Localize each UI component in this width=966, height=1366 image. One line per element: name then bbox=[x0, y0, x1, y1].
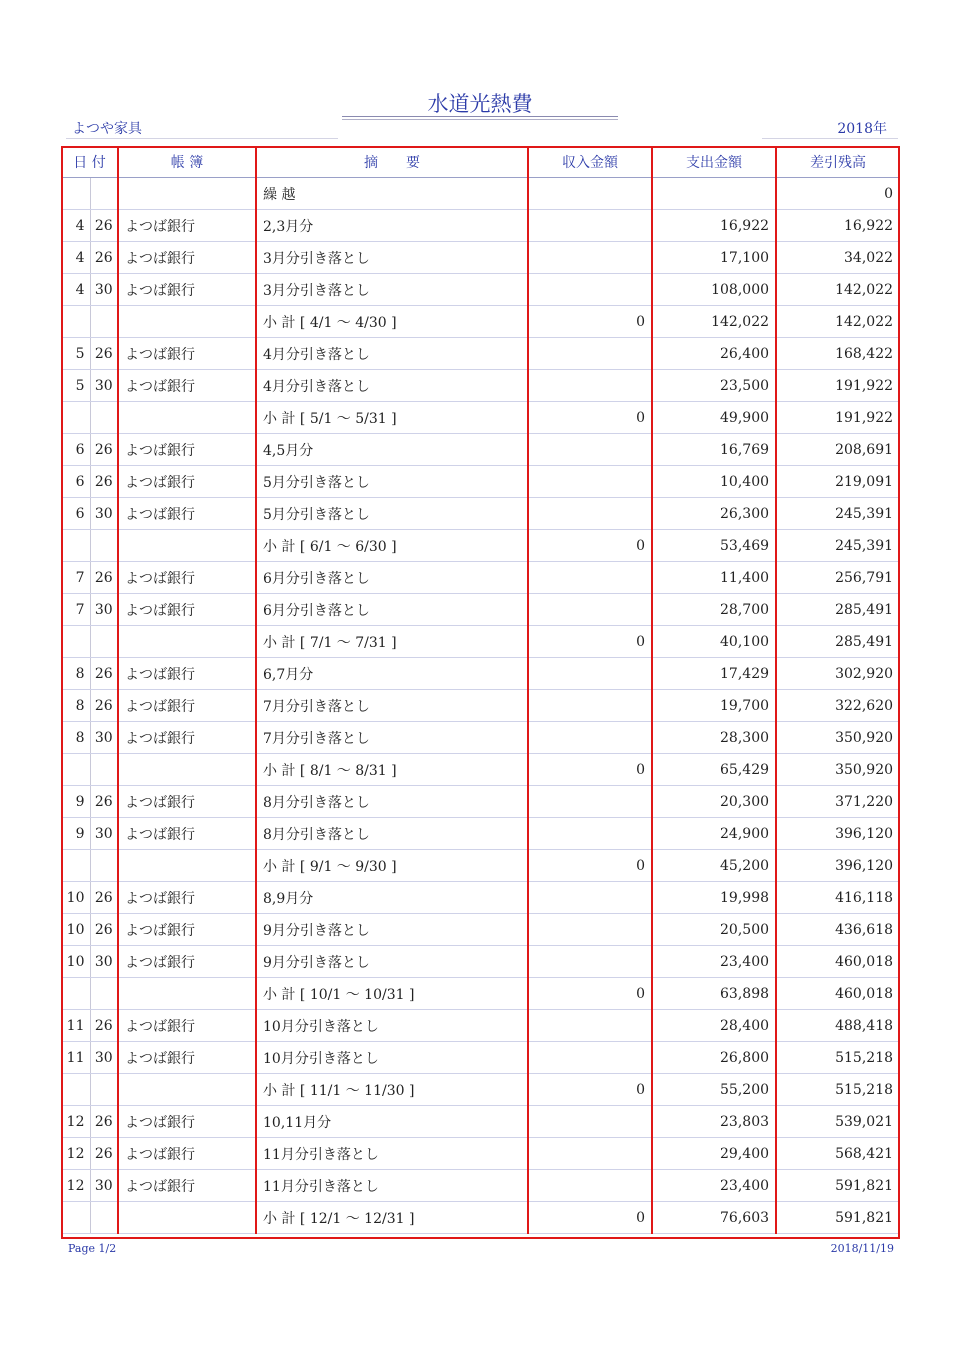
table-row bbox=[62, 946, 899, 978]
cell-summary: 小 計 [ 11/1 ～ 11/30 ] bbox=[256, 1074, 528, 1106]
table-row bbox=[62, 370, 899, 402]
table-row bbox=[62, 402, 899, 434]
cell-income bbox=[528, 594, 652, 626]
cell-balance: 515,218 bbox=[776, 1042, 899, 1074]
cell-summary: 5月分引き落とし bbox=[256, 466, 528, 498]
cell-month: 10 bbox=[62, 946, 90, 978]
cell-book: よつば銀行 bbox=[118, 722, 256, 754]
cell-month: 12 bbox=[62, 1106, 90, 1138]
cell-book: よつば銀行 bbox=[118, 562, 256, 594]
col-header-date: 日 付 bbox=[62, 147, 118, 178]
cell-book: よつば銀行 bbox=[118, 498, 256, 530]
cell-book: よつば銀行 bbox=[118, 242, 256, 274]
cell-month: 5 bbox=[62, 370, 90, 402]
cell-expense bbox=[652, 178, 776, 210]
cell-month: 12 bbox=[62, 1138, 90, 1170]
cell-month: 6 bbox=[62, 498, 90, 530]
cell-income bbox=[528, 818, 652, 850]
table-row bbox=[62, 594, 899, 626]
cell-summary: 9月分引き落とし bbox=[256, 914, 528, 946]
cell-month: 8 bbox=[62, 690, 90, 722]
cell-day bbox=[90, 178, 118, 210]
cell-expense: 76,603 bbox=[652, 1202, 776, 1234]
cell-balance: 460,018 bbox=[776, 978, 899, 1010]
cell-summary: 11月分引き落とし bbox=[256, 1170, 528, 1202]
cell-summary: 小 計 [ 7/1 ～ 7/31 ] bbox=[256, 626, 528, 658]
cell-month: 6 bbox=[62, 434, 90, 466]
cell-book: よつば銀行 bbox=[118, 690, 256, 722]
cell-summary: 4月分引き落とし bbox=[256, 338, 528, 370]
cell-book bbox=[118, 978, 256, 1010]
table-row bbox=[62, 850, 899, 882]
cell-month bbox=[62, 754, 90, 786]
cell-month: 5 bbox=[62, 338, 90, 370]
cell-book: よつば銀行 bbox=[118, 786, 256, 818]
cell-summary: 8,9月分 bbox=[256, 882, 528, 914]
cell-expense: 65,429 bbox=[652, 754, 776, 786]
cell-book: よつば銀行 bbox=[118, 594, 256, 626]
cell-book bbox=[118, 402, 256, 434]
table-row bbox=[62, 690, 899, 722]
cell-income: 0 bbox=[528, 850, 652, 882]
cell-balance: 0 bbox=[776, 178, 899, 210]
cell-month: 9 bbox=[62, 786, 90, 818]
cell-book: よつば銀行 bbox=[118, 210, 256, 242]
cell-summary: 7月分引き落とし bbox=[256, 690, 528, 722]
cell-day: 26 bbox=[90, 1010, 118, 1042]
table-row bbox=[62, 242, 899, 274]
cell-book: よつば銀行 bbox=[118, 1106, 256, 1138]
cell-summary: 2,3月分 bbox=[256, 210, 528, 242]
cell-month: 7 bbox=[62, 594, 90, 626]
table-row bbox=[62, 178, 899, 210]
table-row bbox=[62, 434, 899, 466]
cell-summary: 10,11月分 bbox=[256, 1106, 528, 1138]
cell-day bbox=[90, 402, 118, 434]
cell-summary: 繰 越 bbox=[256, 178, 528, 210]
cell-summary: 4,5月分 bbox=[256, 434, 528, 466]
cell-summary: 3月分引き落とし bbox=[256, 242, 528, 274]
cell-expense: 20,500 bbox=[652, 914, 776, 946]
cell-day: 30 bbox=[90, 594, 118, 626]
table-row bbox=[62, 466, 899, 498]
cell-month: 9 bbox=[62, 818, 90, 850]
title-underline-secondary bbox=[342, 119, 618, 120]
cell-month bbox=[62, 306, 90, 338]
table-row bbox=[62, 818, 899, 850]
cell-income: 0 bbox=[528, 530, 652, 562]
cell-summary: 小 計 [ 12/1 ～ 12/31 ] bbox=[256, 1202, 528, 1234]
cell-day: 30 bbox=[90, 1042, 118, 1074]
cell-income bbox=[528, 498, 652, 530]
table-row bbox=[62, 1042, 899, 1074]
page-title: 水道光熱費 bbox=[427, 92, 533, 116]
cell-day bbox=[90, 626, 118, 658]
cell-balance: 396,120 bbox=[776, 850, 899, 882]
cell-month: 11 bbox=[62, 1042, 90, 1074]
cell-book bbox=[118, 530, 256, 562]
table-row bbox=[62, 210, 899, 242]
ledger-table bbox=[62, 147, 899, 1234]
cell-income bbox=[528, 370, 652, 402]
cell-month: 11 bbox=[62, 1010, 90, 1042]
table-row bbox=[62, 978, 899, 1010]
cell-book: よつば銀行 bbox=[118, 338, 256, 370]
cell-expense: 20,300 bbox=[652, 786, 776, 818]
cell-income bbox=[528, 562, 652, 594]
cell-expense: 17,100 bbox=[652, 242, 776, 274]
cell-balance: 416,118 bbox=[776, 882, 899, 914]
cell-book: よつば銀行 bbox=[118, 914, 256, 946]
cell-summary: 10月分引き落とし bbox=[256, 1042, 528, 1074]
company-underline bbox=[66, 138, 338, 139]
cell-book: よつば銀行 bbox=[118, 882, 256, 914]
cell-book bbox=[118, 178, 256, 210]
table-row bbox=[62, 914, 899, 946]
cell-expense: 23,400 bbox=[652, 946, 776, 978]
cell-month bbox=[62, 1202, 90, 1234]
cell-income bbox=[528, 786, 652, 818]
cell-expense: 16,769 bbox=[652, 434, 776, 466]
cell-summary: 7月分引き落とし bbox=[256, 722, 528, 754]
cell-expense: 55,200 bbox=[652, 1074, 776, 1106]
cell-balance: 245,391 bbox=[776, 498, 899, 530]
cell-book: よつば銀行 bbox=[118, 1170, 256, 1202]
cell-day: 30 bbox=[90, 370, 118, 402]
cell-income bbox=[528, 1138, 652, 1170]
cell-expense: 26,400 bbox=[652, 338, 776, 370]
cell-day: 26 bbox=[90, 434, 118, 466]
cell-expense: 23,803 bbox=[652, 1106, 776, 1138]
cell-summary: 11月分引き落とし bbox=[256, 1138, 528, 1170]
cell-expense: 28,400 bbox=[652, 1010, 776, 1042]
cell-summary: 8月分引き落とし bbox=[256, 818, 528, 850]
cell-summary: 小 計 [ 6/1 ～ 6/30 ] bbox=[256, 530, 528, 562]
cell-month: 12 bbox=[62, 1170, 90, 1202]
cell-summary: 小 計 [ 5/1 ～ 5/31 ] bbox=[256, 402, 528, 434]
cell-balance: 350,920 bbox=[776, 754, 899, 786]
cell-month bbox=[62, 530, 90, 562]
cell-summary: 小 計 [ 4/1 ～ 4/30 ] bbox=[256, 306, 528, 338]
cell-month bbox=[62, 1074, 90, 1106]
cell-expense: 49,900 bbox=[652, 402, 776, 434]
cell-balance: 539,021 bbox=[776, 1106, 899, 1138]
cell-expense: 19,998 bbox=[652, 882, 776, 914]
cell-income: 0 bbox=[528, 1074, 652, 1106]
col-header-income: 収入金額 bbox=[528, 147, 652, 178]
table-row bbox=[62, 1170, 899, 1202]
cell-month bbox=[62, 850, 90, 882]
table-row bbox=[62, 274, 899, 306]
cell-balance: 350,920 bbox=[776, 722, 899, 754]
cell-summary: 10月分引き落とし bbox=[256, 1010, 528, 1042]
cell-income: 0 bbox=[528, 1202, 652, 1234]
cell-month: 8 bbox=[62, 722, 90, 754]
cell-expense: 23,500 bbox=[652, 370, 776, 402]
table-row bbox=[62, 498, 899, 530]
cell-income bbox=[528, 1010, 652, 1042]
cell-book: よつば銀行 bbox=[118, 1138, 256, 1170]
table-row bbox=[62, 1074, 899, 1106]
cell-day: 26 bbox=[90, 882, 118, 914]
cell-balance: 191,922 bbox=[776, 402, 899, 434]
cell-summary: 小 計 [ 10/1 ～ 10/31 ] bbox=[256, 978, 528, 1010]
cell-day bbox=[90, 1202, 118, 1234]
header-row bbox=[62, 147, 899, 178]
cell-expense: 108,000 bbox=[652, 274, 776, 306]
cell-book: よつば銀行 bbox=[118, 1042, 256, 1074]
cell-month: 8 bbox=[62, 658, 90, 690]
cell-book bbox=[118, 754, 256, 786]
table-row bbox=[62, 1010, 899, 1042]
cell-day: 26 bbox=[90, 658, 118, 690]
cell-book bbox=[118, 306, 256, 338]
cell-day: 30 bbox=[90, 498, 118, 530]
cell-expense: 40,100 bbox=[652, 626, 776, 658]
cell-income bbox=[528, 946, 652, 978]
cell-month bbox=[62, 978, 90, 1010]
table-row bbox=[62, 722, 899, 754]
cell-income bbox=[528, 1170, 652, 1202]
col-header-summary: 摘 要 bbox=[256, 147, 528, 178]
title-underline bbox=[342, 116, 618, 117]
cell-balance: 322,620 bbox=[776, 690, 899, 722]
cell-expense: 28,300 bbox=[652, 722, 776, 754]
cell-expense: 11,400 bbox=[652, 562, 776, 594]
cell-book: よつば銀行 bbox=[118, 370, 256, 402]
cell-day bbox=[90, 530, 118, 562]
cell-day bbox=[90, 978, 118, 1010]
table-row bbox=[62, 882, 899, 914]
cell-summary: 4月分引き落とし bbox=[256, 370, 528, 402]
cell-month: 4 bbox=[62, 210, 90, 242]
ledger-body bbox=[62, 178, 899, 1234]
cell-balance: 285,491 bbox=[776, 626, 899, 658]
cell-month: 4 bbox=[62, 242, 90, 274]
cell-balance: 16,922 bbox=[776, 210, 899, 242]
cell-income bbox=[528, 210, 652, 242]
cell-balance: 460,018 bbox=[776, 946, 899, 978]
cell-income: 0 bbox=[528, 306, 652, 338]
table-row bbox=[62, 1138, 899, 1170]
cell-summary: 6月分引き落とし bbox=[256, 562, 528, 594]
cell-income bbox=[528, 1042, 652, 1074]
table-row bbox=[62, 306, 899, 338]
cell-day: 30 bbox=[90, 818, 118, 850]
cell-summary: 5月分引き落とし bbox=[256, 498, 528, 530]
cell-income bbox=[528, 338, 652, 370]
cell-book bbox=[118, 850, 256, 882]
cell-income bbox=[528, 274, 652, 306]
cell-day: 30 bbox=[90, 1170, 118, 1202]
cell-book: よつば銀行 bbox=[118, 466, 256, 498]
cell-book: よつば銀行 bbox=[118, 434, 256, 466]
cell-expense: 26,300 bbox=[652, 498, 776, 530]
cell-day: 26 bbox=[90, 690, 118, 722]
cell-balance: 302,920 bbox=[776, 658, 899, 690]
cell-expense: 19,700 bbox=[652, 690, 776, 722]
cell-income bbox=[528, 1106, 652, 1138]
cell-balance: 285,491 bbox=[776, 594, 899, 626]
table-row bbox=[62, 786, 899, 818]
cell-balance: 208,691 bbox=[776, 434, 899, 466]
table-row bbox=[62, 626, 899, 658]
cell-day: 26 bbox=[90, 1138, 118, 1170]
table-row bbox=[62, 658, 899, 690]
cell-book: よつば銀行 bbox=[118, 1010, 256, 1042]
table-row bbox=[62, 1202, 899, 1234]
cell-income bbox=[528, 690, 652, 722]
cell-balance: 256,791 bbox=[776, 562, 899, 594]
cell-book bbox=[118, 1074, 256, 1106]
table-row bbox=[62, 754, 899, 786]
cell-balance: 142,022 bbox=[776, 274, 899, 306]
company-name: よつや家具 bbox=[72, 121, 142, 137]
cell-expense: 45,200 bbox=[652, 850, 776, 882]
cell-expense: 17,429 bbox=[652, 658, 776, 690]
fiscal-year: 2018年 bbox=[837, 121, 887, 137]
year-underline bbox=[762, 138, 898, 139]
cell-income bbox=[528, 434, 652, 466]
cell-day bbox=[90, 1074, 118, 1106]
cell-expense: 23,400 bbox=[652, 1170, 776, 1202]
cell-day: 26 bbox=[90, 1106, 118, 1138]
cell-income bbox=[528, 242, 652, 274]
cell-expense: 63,898 bbox=[652, 978, 776, 1010]
cell-income bbox=[528, 914, 652, 946]
cell-month: 6 bbox=[62, 466, 90, 498]
cell-month: 10 bbox=[62, 882, 90, 914]
cell-day: 26 bbox=[90, 786, 118, 818]
cell-day: 26 bbox=[90, 338, 118, 370]
print-date: 2018/11/19 bbox=[830, 1242, 894, 1255]
cell-income: 0 bbox=[528, 754, 652, 786]
cell-day: 26 bbox=[90, 914, 118, 946]
cell-day bbox=[90, 850, 118, 882]
cell-expense: 16,922 bbox=[652, 210, 776, 242]
cell-balance: 34,022 bbox=[776, 242, 899, 274]
cell-expense: 26,800 bbox=[652, 1042, 776, 1074]
cell-balance: 515,218 bbox=[776, 1074, 899, 1106]
cell-summary: 小 計 [ 8/1 ～ 8/31 ] bbox=[256, 754, 528, 786]
cell-balance: 568,421 bbox=[776, 1138, 899, 1170]
cell-day: 30 bbox=[90, 946, 118, 978]
cell-balance: 396,120 bbox=[776, 818, 899, 850]
cell-expense: 53,469 bbox=[652, 530, 776, 562]
cell-income bbox=[528, 178, 652, 210]
cell-day bbox=[90, 306, 118, 338]
cell-expense: 10,400 bbox=[652, 466, 776, 498]
cell-balance: 191,922 bbox=[776, 370, 899, 402]
cell-balance: 436,618 bbox=[776, 914, 899, 946]
cell-book: よつば銀行 bbox=[118, 274, 256, 306]
cell-income bbox=[528, 466, 652, 498]
cell-day: 30 bbox=[90, 722, 118, 754]
cell-day bbox=[90, 754, 118, 786]
cell-summary: 3月分引き落とし bbox=[256, 274, 528, 306]
cell-income: 0 bbox=[528, 626, 652, 658]
cell-month: 4 bbox=[62, 274, 90, 306]
cell-day: 26 bbox=[90, 562, 118, 594]
table-row bbox=[62, 562, 899, 594]
cell-balance: 591,821 bbox=[776, 1202, 899, 1234]
cell-summary: 小 計 [ 9/1 ～ 9/30 ] bbox=[256, 850, 528, 882]
cell-day: 26 bbox=[90, 242, 118, 274]
cell-income bbox=[528, 882, 652, 914]
cell-income bbox=[528, 722, 652, 754]
cell-expense: 28,700 bbox=[652, 594, 776, 626]
page-number: Page 1/2 bbox=[68, 1242, 117, 1255]
cell-month bbox=[62, 626, 90, 658]
cell-summary: 8月分引き落とし bbox=[256, 786, 528, 818]
cell-income: 0 bbox=[528, 978, 652, 1010]
cell-balance: 219,091 bbox=[776, 466, 899, 498]
cell-day: 26 bbox=[90, 210, 118, 242]
cell-expense: 142,022 bbox=[652, 306, 776, 338]
cell-income: 0 bbox=[528, 402, 652, 434]
cell-book: よつば銀行 bbox=[118, 946, 256, 978]
cell-book bbox=[118, 626, 256, 658]
cell-book: よつば銀行 bbox=[118, 818, 256, 850]
cell-month bbox=[62, 402, 90, 434]
cell-expense: 29,400 bbox=[652, 1138, 776, 1170]
col-header-book: 帳 簿 bbox=[118, 147, 256, 178]
table-row bbox=[62, 1106, 899, 1138]
col-header-expense: 支出金額 bbox=[652, 147, 776, 178]
cell-day: 26 bbox=[90, 466, 118, 498]
cell-month: 7 bbox=[62, 562, 90, 594]
cell-balance: 245,391 bbox=[776, 530, 899, 562]
cell-balance: 142,022 bbox=[776, 306, 899, 338]
cell-balance: 168,422 bbox=[776, 338, 899, 370]
cell-month bbox=[62, 178, 90, 210]
cell-expense: 24,900 bbox=[652, 818, 776, 850]
cell-income bbox=[528, 658, 652, 690]
cell-summary: 9月分引き落とし bbox=[256, 946, 528, 978]
cell-month: 10 bbox=[62, 914, 90, 946]
table-row bbox=[62, 530, 899, 562]
cell-book bbox=[118, 1202, 256, 1234]
cell-day: 30 bbox=[90, 274, 118, 306]
cell-balance: 371,220 bbox=[776, 786, 899, 818]
col-header-balance: 差引残高 bbox=[776, 147, 899, 178]
cell-balance: 591,821 bbox=[776, 1170, 899, 1202]
table-row bbox=[62, 338, 899, 370]
cell-balance: 488,418 bbox=[776, 1010, 899, 1042]
cell-summary: 6月分引き落とし bbox=[256, 594, 528, 626]
cell-book: よつば銀行 bbox=[118, 658, 256, 690]
cell-summary: 6,7月分 bbox=[256, 658, 528, 690]
